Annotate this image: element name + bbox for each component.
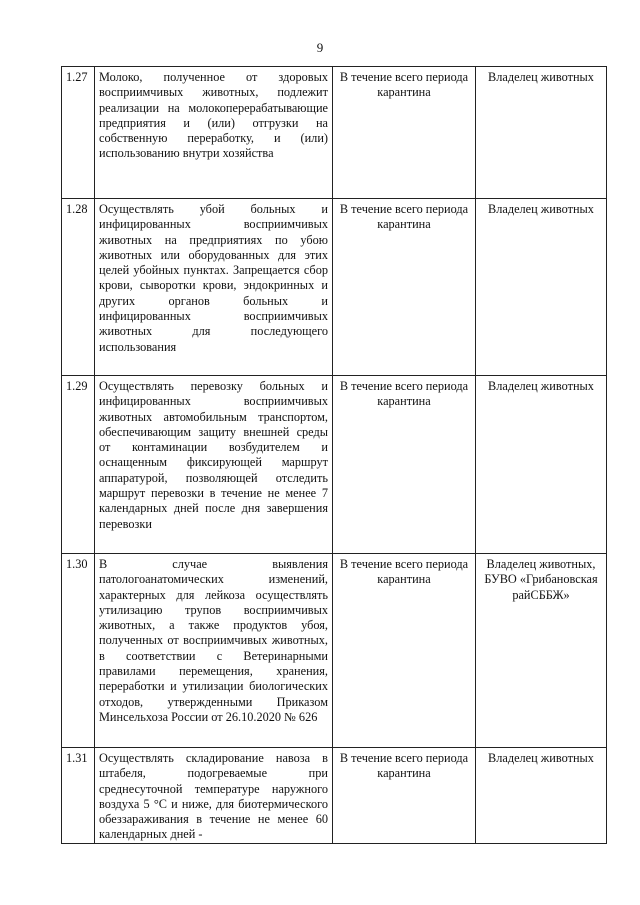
term-text: В течение всего периода карантина: [333, 67, 476, 199]
term-text: В течение всего периода карантина: [333, 376, 476, 554]
row-number: 1.29: [62, 376, 95, 554]
row-number: 1.30: [62, 554, 95, 748]
table-row: [62, 67, 607, 199]
page-number: 9: [316, 40, 324, 55]
responsible-text: Владелец животных: [476, 67, 607, 199]
measure-text: Молоко, полученное от здоровых восприимчивых животных, подлежит реализации на молокоперерабатывающие предприятия и (или) отгрузки на собственную переработку, и (или) использованию внутри хозяйства: [95, 67, 333, 199]
responsible-text: Владелец животных: [476, 748, 607, 844]
row-number: 1.31: [62, 748, 95, 844]
responsible-text: Владелец животных, БУВО «Грибановская райСББЖ»: [476, 554, 607, 748]
measure-text: Осуществлять складирование навоза в штабеля, подогреваемые при среднесуточной температуре наружного воздуха 5 °С и ниже, для биотермического обеззараживания в течение не менее 60 календарных дней -: [95, 748, 333, 844]
measure-text: Осуществлять убой больных и инфицированных восприимчивых животных на предприятиях по убою животных или оборудованных для этих целей убойных пунктах. Запрещается сбор крови, сыворотки крови, эндокринных и других органов больных и инфицированных восприимчивых животных для последующего использования: [95, 199, 333, 376]
row-number: 1.27: [62, 67, 95, 199]
table-row: [62, 376, 607, 554]
term-text: В течение всего периода карантина: [333, 199, 476, 376]
responsible-text: Владелец животных: [476, 376, 607, 554]
measures-table: [61, 66, 607, 844]
row-number: 1.28: [62, 199, 95, 376]
table-row: [62, 554, 607, 748]
term-text: В течение всего периода карантина: [333, 554, 476, 748]
term-text: В течение всего периода карантина: [333, 748, 476, 844]
measure-text: Осуществлять перевозку больных и инфицированных восприимчивых животных автомобильным транспортом, обеспечивающим защиту внешней среды от контаминации возбудителем и оснащенным фиксирующей маршрут аппаратурой, позволяющей отследить маршрут перевозки в течение не менее 7 календарных дней после дня завершения перевозки: [95, 376, 333, 554]
table-row: [62, 199, 607, 376]
responsible-text: Владелец животных: [476, 199, 607, 376]
measure-text: В случае выявления патологоанатомических изменений, характерных для лейкоза осуществлять утилизацию трупов восприимчивых животных, а также продуктов убоя, полученных от восприимчивых животных, в соответствии с Ветеринарными правилами перемещения, хранения, переработки и утилизации биологических отходов, утвержденными Приказом Минсельхоза России от 26.10.2020 № 626: [95, 554, 333, 748]
table-row: [62, 748, 607, 844]
